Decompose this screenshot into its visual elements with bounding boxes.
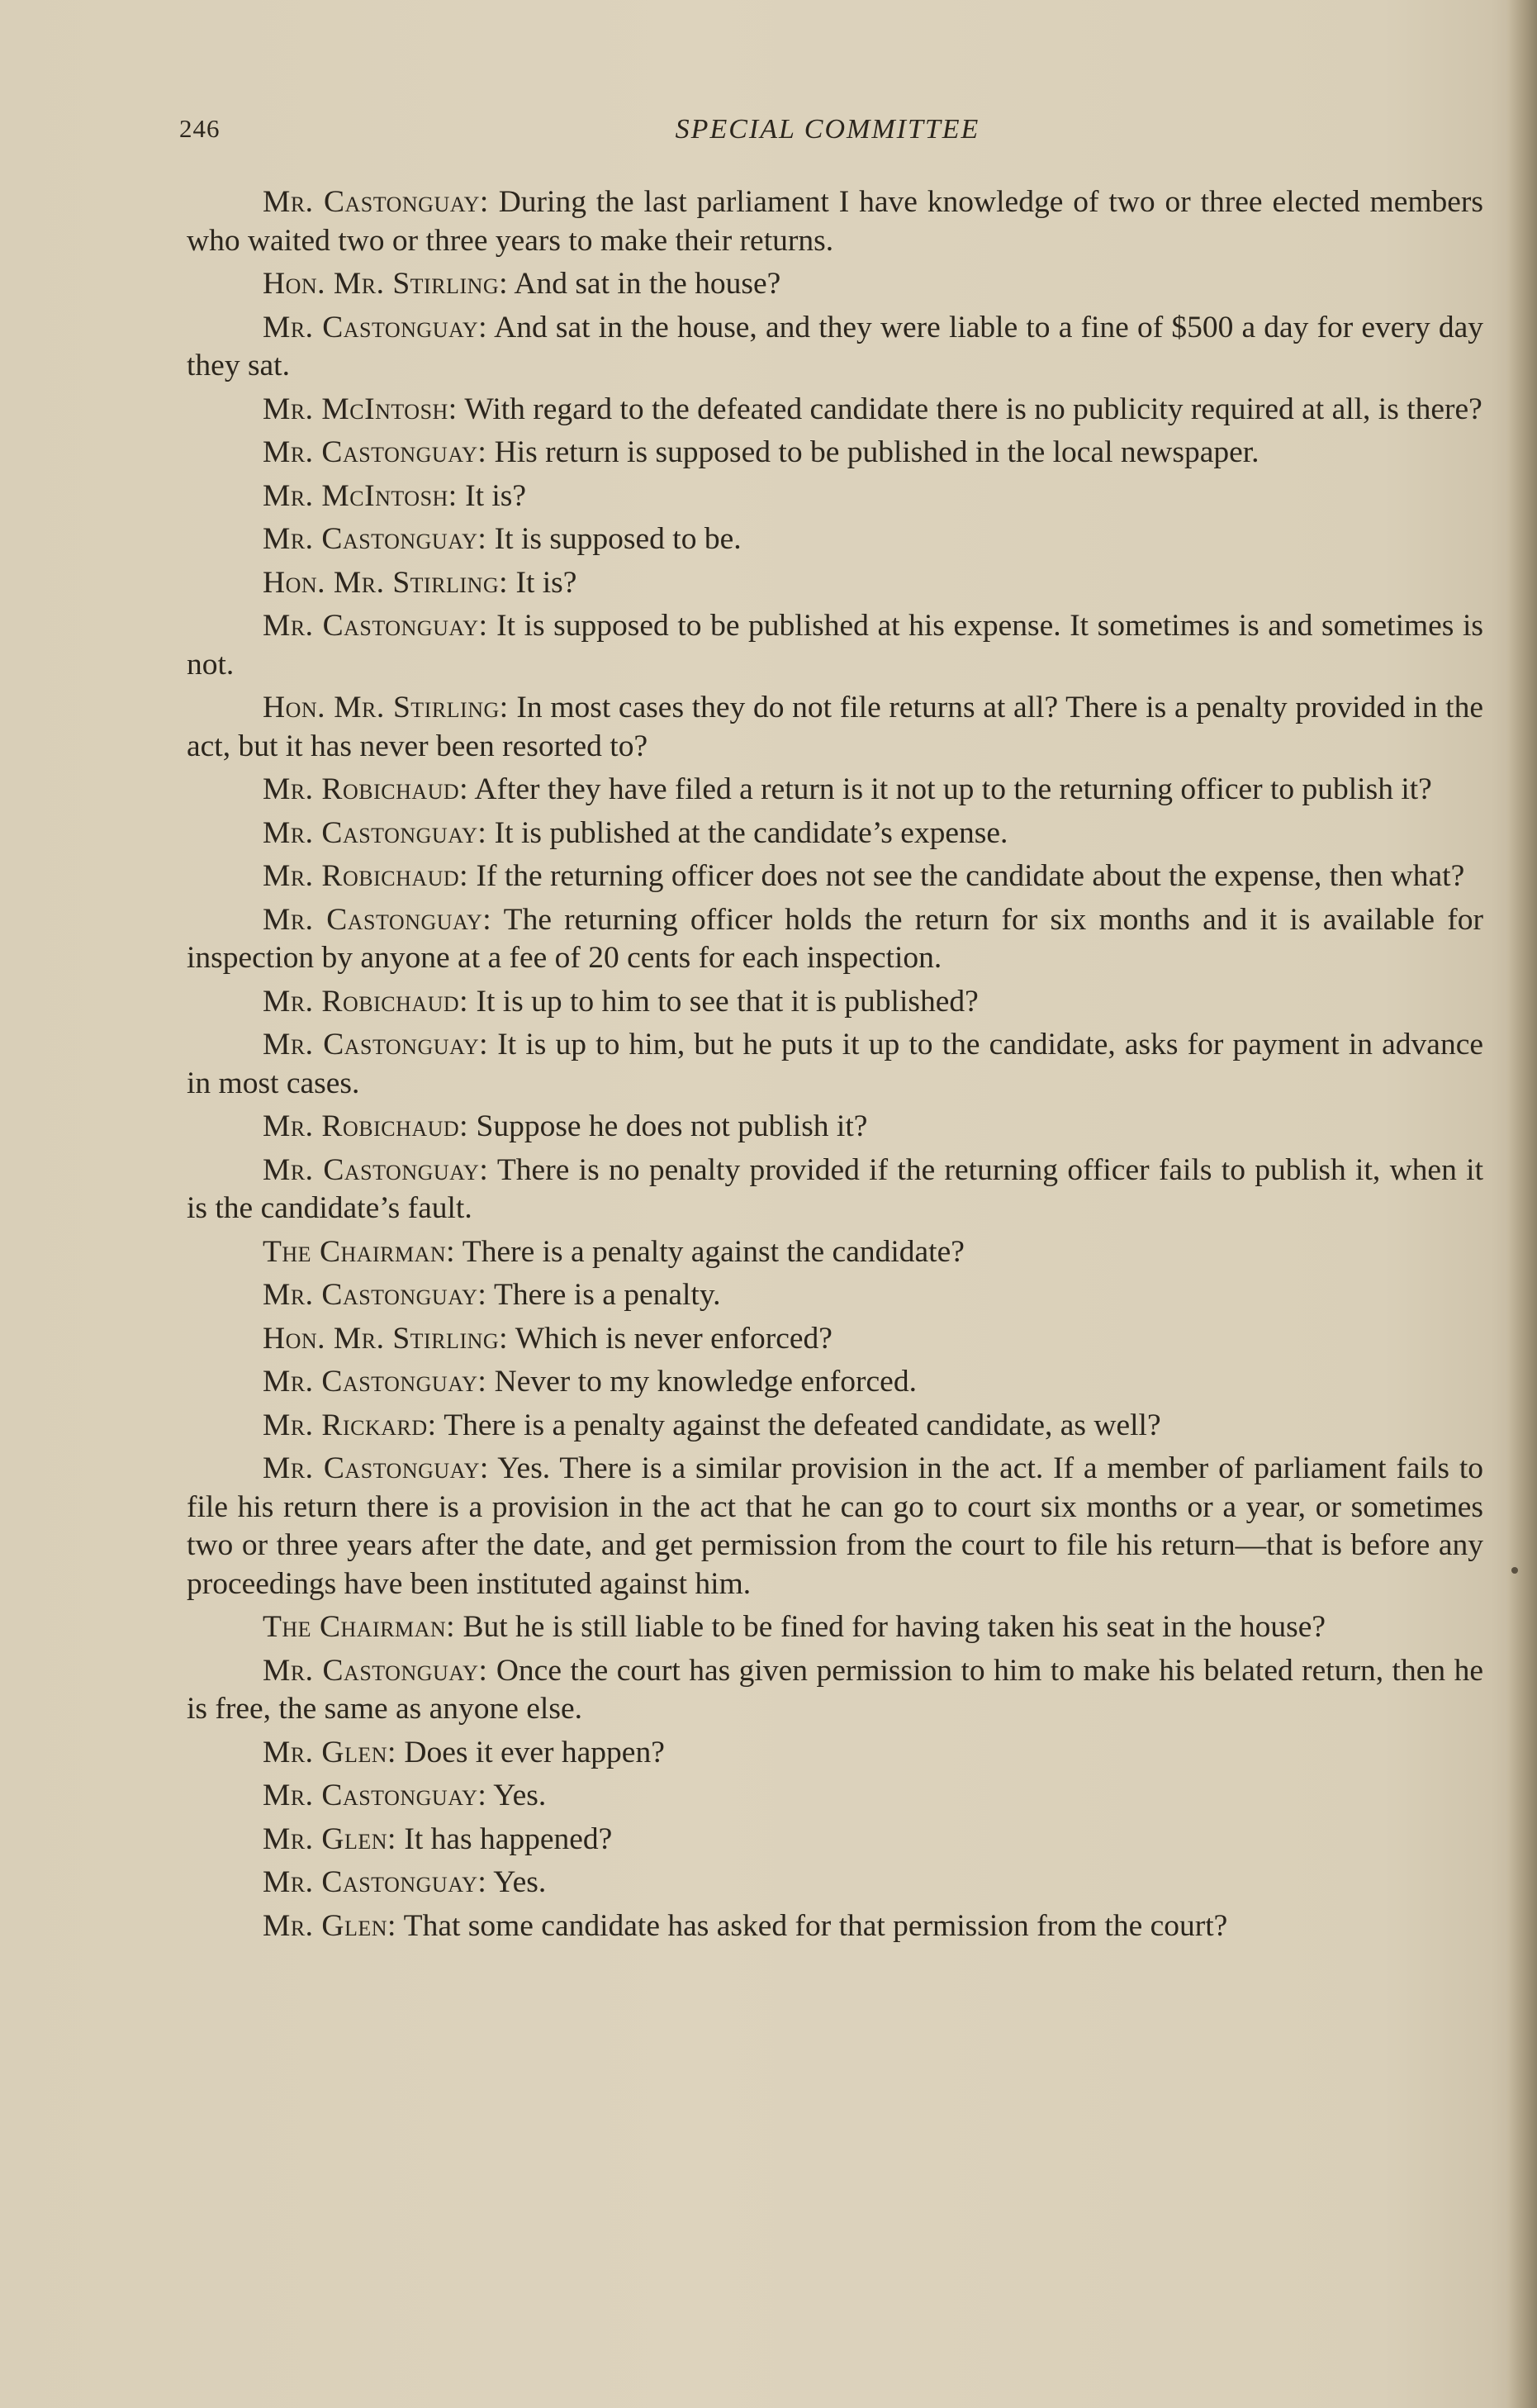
speech-text: The returning officer holds the return for six months and it is available for inspection by anyone at a fee of 20 cents for each inspection. — [187, 902, 1483, 975]
speech-text: There is no penalty provided if the returning officer fails to publish it, when it is the candidate’s fault. — [187, 1152, 1483, 1225]
speech-text: Yes. — [486, 1865, 547, 1899]
speaker-name: Mr. Glen: — [263, 1908, 396, 1943]
speaker-name: Mr. Castonguay: — [263, 1653, 488, 1688]
speaker-name: Mr. Castonguay: — [263, 435, 487, 469]
transcript-paragraph — [187, 1407, 1483, 1446]
speaker-name: Mr. Castonguay: — [263, 1028, 489, 1062]
speech-text: Never to my knowledge enforced. — [486, 1365, 917, 1399]
speaker-name: Mr. Castonguay: — [263, 902, 492, 937]
speech-text: Suppose he does not publish it? — [468, 1109, 868, 1143]
speaker-name: Mr. Castonguay: — [263, 815, 487, 850]
speech-text: With regard to the defeated candidate there is no publicity required at all, is there? — [457, 392, 1482, 426]
page-number: 246 — [179, 114, 221, 143]
speaker-name: Mr. Robichaud: — [263, 1109, 469, 1143]
transcript-paragraph — [187, 564, 1483, 603]
speaker-name: Hon. Mr. Stirling: — [263, 691, 509, 724]
transcript-paragraph — [187, 901, 1483, 978]
transcript-paragraph — [187, 815, 1483, 853]
speaker-name: Hon. Mr. Stirling: — [263, 565, 509, 600]
speech-text: Which is never enforced? — [508, 1321, 833, 1356]
speaker-name: Mr. McIntosh: — [263, 392, 458, 426]
transcript-paragraph — [187, 983, 1483, 1022]
speech-text: That some candidate has asked for that permission from the court? — [396, 1908, 1228, 1943]
speech-text: And sat in the house? — [508, 267, 781, 301]
transcript-paragraph — [187, 1450, 1483, 1603]
transcript-paragraph — [187, 265, 1483, 304]
transcript-paragraph — [187, 1907, 1483, 1946]
transcript-paragraph — [187, 1363, 1483, 1402]
transcript-paragraph — [187, 309, 1483, 386]
speaker-name: Mr. Castonguay: — [263, 1365, 487, 1399]
speech-text: Does it ever happen? — [396, 1735, 665, 1769]
transcript-paragraph — [187, 689, 1483, 766]
transcript-paragraph — [187, 391, 1483, 430]
page-header — [179, 114, 1476, 155]
transcript-paragraph — [187, 434, 1483, 473]
speech-text: There is a penalty against the defeated candidate, as well? — [436, 1408, 1161, 1442]
transcript-paragraph — [187, 1652, 1483, 1729]
speaker-name: The Chairman: — [263, 1234, 456, 1269]
speech-text: It is up to him, but he puts it up to the candidate, asks for payment in advance in most cases. — [187, 1028, 1483, 1100]
speech-text: But he is still liable to be fined for having taken his seat in the house? — [455, 1610, 1326, 1644]
speaker-name: Mr. Robichaud: — [263, 772, 469, 806]
transcript-paragraph — [187, 1152, 1483, 1228]
transcript-paragraph — [187, 1777, 1483, 1816]
speaker-name: Mr. Castonguay: — [263, 1278, 487, 1312]
page-gutter-shadow — [1507, 0, 1537, 2408]
speaker-name: Mr. Glen: — [263, 1821, 396, 1856]
speech-text: It is? — [457, 478, 527, 513]
transcript-paragraph — [187, 1864, 1483, 1902]
speaker-name: Hon. Mr. Stirling: — [263, 1321, 509, 1356]
speaker-name: Mr. Castonguay: — [263, 1451, 489, 1485]
speech-text: It has happened? — [396, 1821, 613, 1856]
transcript-paragraph — [187, 607, 1483, 684]
transcript-paragraph — [187, 857, 1483, 896]
speaker-name: Hon. Mr. Stirling: — [263, 267, 509, 301]
speech-text: Yes. — [486, 1779, 547, 1812]
speaker-name: Mr. Robichaud: — [263, 984, 469, 1019]
margin-mark — [1511, 1567, 1518, 1574]
speaker-name: Mr. Castonguay: — [263, 310, 488, 344]
speaker-name: Mr. Castonguay: — [263, 1865, 487, 1899]
speech-text: There is a penalty against the candidate? — [455, 1234, 965, 1269]
transcript-paragraph — [187, 1276, 1483, 1315]
speech-text: It is supposed to be published at his expense. It sometimes is and sometimes is not. — [187, 609, 1483, 682]
transcript-paragraph — [187, 1233, 1483, 1272]
speaker-name: Mr. Castonguay: — [263, 522, 487, 556]
transcript-paragraph — [187, 1821, 1483, 1859]
speech-text: Yes. There is a similar provision in the act. If a member of parliament fails to file his return there is a provision in the act that he can go to court six months or a year, or sometimes two or three years after the date, and get permission from the court to file his return—that is before any proceedings have been instituted against him. — [187, 1451, 1483, 1601]
speaker-name: Mr. Castonguay: — [263, 609, 488, 643]
transcript-paragraph — [187, 1320, 1483, 1359]
transcript-paragraph — [187, 477, 1483, 516]
speech-text: And sat in the house, and they were liable to a fine of $500 a day for every day they sat. — [187, 310, 1483, 382]
transcript-paragraph — [187, 1608, 1483, 1647]
transcript-body — [187, 183, 1483, 1950]
speech-text: Once the court has given permission to him to make his belated return, then he is free, the same as anyone else. — [187, 1653, 1483, 1726]
speech-text: During the last parliament I have knowledge of two or three elected members who waited two or three years to make their returns. — [187, 185, 1483, 258]
transcript-paragraph — [187, 1026, 1483, 1103]
speaker-name: Mr. Rickard: — [263, 1408, 437, 1442]
speaker-name: Mr. Glen: — [263, 1735, 396, 1769]
transcript-paragraph — [187, 1734, 1483, 1773]
speaker-name: Mr. Robichaud: — [263, 859, 469, 893]
speech-text: In most cases they do not file returns at all? There is a penalty provided in the act, but it has never been resorted to? — [187, 691, 1483, 763]
speech-text: There is a penalty. — [486, 1278, 721, 1312]
speech-text: His return is supposed to be published in the local newspaper. — [486, 435, 1259, 469]
speech-text: It is supposed to be. — [486, 522, 742, 556]
speaker-name: The Chairman: — [263, 1610, 456, 1644]
speech-text: It is up to him to see that it is published? — [468, 984, 979, 1019]
speech-text: It is published at the candidate’s expense. — [486, 815, 1008, 850]
speech-text: If the returning officer does not see the candidate about the expense, then what? — [468, 859, 1465, 893]
speaker-name: Mr. Castonguay: — [263, 1779, 487, 1812]
running-head: SPECIAL COMMITTEE — [675, 114, 980, 145]
speech-text: It is? — [508, 565, 577, 600]
speaker-name: Mr. Castonguay: — [263, 185, 489, 219]
speaker-name: Mr. Castonguay: — [263, 1152, 489, 1187]
speaker-name: Mr. McIntosh: — [263, 478, 458, 513]
transcript-paragraph — [187, 771, 1483, 810]
transcript-paragraph — [187, 183, 1483, 260]
transcript-paragraph — [187, 1108, 1483, 1147]
transcript-paragraph — [187, 520, 1483, 559]
speech-text: After they have filed a return is it not up to the returning officer to publish it? — [468, 772, 1432, 806]
